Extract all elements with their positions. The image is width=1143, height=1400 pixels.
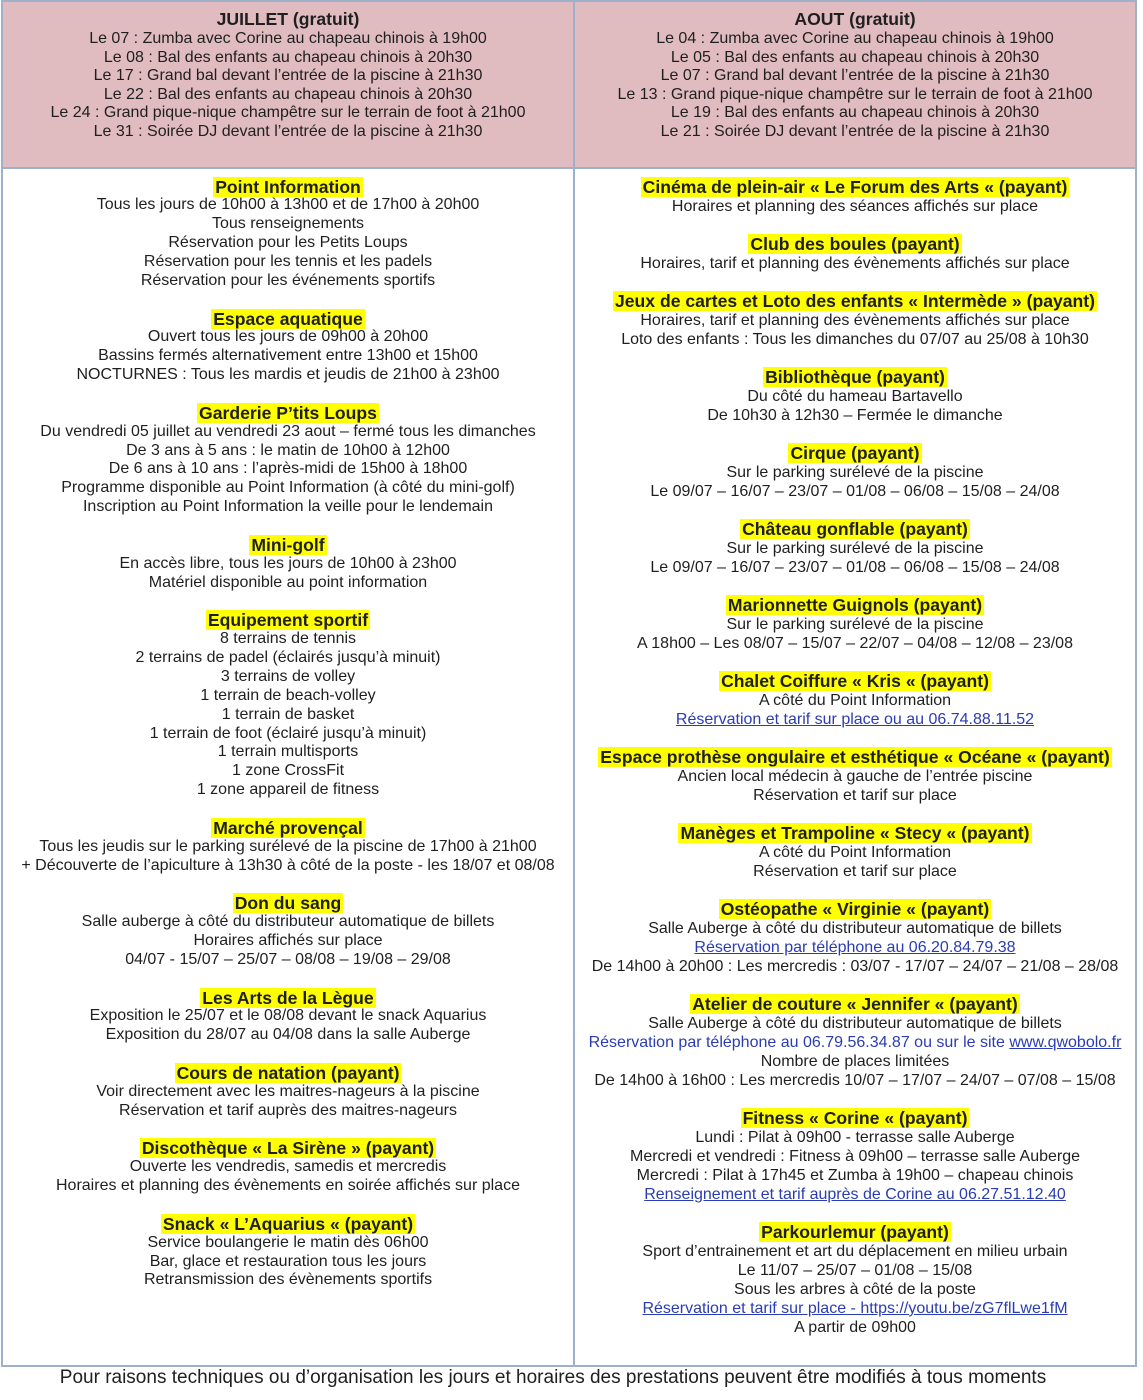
section-garderie-p-tits-loups (3, 404, 573, 517)
section-title (575, 995, 1135, 1014)
section-snack-l-aquarius-payant (3, 1215, 573, 1290)
section-line (575, 1299, 1135, 1318)
section-line: Mercredi et vendredi : Fitness à 09h00 – terrasse salle Auberge (629, 1147, 1081, 1165)
section-line: 2 terrains de padel (éclairés jusqu’à minuit) (135, 649, 441, 667)
section-title (3, 178, 573, 197)
section-title-text: Marionnette Guignols (payant) (727, 594, 983, 615)
section-bibliotheque-payant (575, 368, 1135, 425)
section-title-text: Club des boules (payant) (750, 233, 960, 254)
section-line: Salle auberge à côté du distributeur automatique de billets (81, 913, 495, 931)
section-line: Le 11/07 – 25/07 – 01/08 – 15/08 (737, 1261, 973, 1279)
section-line: Inscription au Point Information la veille pour le lendemain (82, 498, 493, 516)
section-line: Du côté du hameau Bartavello (747, 387, 963, 405)
august-event: Le 13 : Grand pique-nique champêtre sur le terrain de foot à 21h00 (617, 85, 1093, 103)
section-line: 1 zone CrossFit (231, 762, 345, 780)
section-club-des-boules-payant (575, 235, 1135, 273)
section-title-text: Espace prothèse ongulaire et esthétique « Océane « (payant) (600, 746, 1110, 767)
section-line: 1 terrain de beach-volley (200, 686, 376, 704)
section-title (575, 178, 1135, 197)
august-title: AOUT (gratuit) (794, 9, 916, 29)
section-title (3, 611, 573, 630)
august-events-cell (575, 0, 1135, 142)
section-line: Service boulangerie le matin dès 06h00 (147, 1233, 429, 1251)
free-services-column (3, 169, 573, 1309)
section-title (575, 748, 1135, 767)
section-line: Lundi : Pilat à 09h00 - terrasse salle Auberge (695, 1128, 1015, 1146)
section-line: Ouvert tous les jours de 09h00 à 20h00 (147, 328, 429, 346)
section-line: Voir directement avec les maitres-nageurs à la piscine (96, 1082, 480, 1100)
section-line: Retransmission des évènements sportifs (143, 1271, 433, 1289)
section-title-text: Snack « L’Aquarius « (payant) (162, 1213, 414, 1234)
section-line: Horaires affichés sur place (193, 931, 383, 949)
section-line: Bar, glace et restauration tous les jours (149, 1252, 427, 1270)
section-title-text: Equipement sportif (207, 610, 369, 631)
august-event: Le 05 : Bal des enfants au chapeau chinois à 20h30 (670, 48, 1040, 66)
section-line: Tous les jours de 10h00 à 13h00 et de 17h00 à 20h00 (96, 196, 480, 214)
section-line: Horaires, tarif et planning des évènements affichés sur place (640, 254, 1070, 272)
section-equipement-sportif (3, 611, 573, 800)
section-maneges-et-trampoline-stecy-payant (575, 824, 1135, 881)
contact-text: Réservation par téléphone au 06.79.56.34.87 ou sur le site (588, 1033, 1005, 1051)
section-line (575, 710, 1135, 729)
section-title (3, 310, 573, 329)
section-title (575, 292, 1135, 311)
section-line: Loto des enfants : Tous les dimanches du 07/07 au 25/08 à 10h30 (621, 330, 1089, 348)
section-title (3, 404, 573, 423)
section-title-text: Manèges et Trampoline « Stecy « (payant) (680, 822, 1030, 843)
section-title (575, 672, 1135, 691)
july-event: Le 22 : Bal des enfants au chapeau chinois à 20h30 (103, 85, 473, 103)
section-title-text: Atelier de couture « Jennifer « (payant) (692, 993, 1018, 1014)
section-title-text: Marché provençal (213, 817, 363, 838)
footer-note: Pour raisons techniques ou d’organisation les jours et horaires des prestations peuvent être modifiés à tous moments (59, 1367, 1047, 1388)
section-title (575, 444, 1135, 463)
july-event: Le 08 : Bal des enfants au chapeau chinois à 20h30 (103, 48, 473, 66)
august-event: Le 21 : Soirée DJ devant l’entrée de la piscine à 21h30 (660, 122, 1050, 140)
section-title-text: Point Information (215, 176, 361, 197)
section-title-text: Fitness « Corine « (payant) (742, 1107, 968, 1128)
section-line: Matériel disponible au point information (148, 573, 428, 591)
section-title (575, 520, 1135, 539)
section-les-arts-de-la-legue (3, 989, 573, 1046)
section-line: Tous renseignements (211, 215, 365, 233)
section-title (575, 235, 1135, 254)
section-line: 1 terrain de foot (éclairé jusqu’à minuit) (149, 724, 427, 742)
section-line: A côté du Point Information (758, 843, 952, 861)
august-event: Le 04 : Zumba avec Corine au chapeau chinois à 19h00 (656, 30, 1054, 47)
section-title (3, 1215, 573, 1234)
section-don-du-sang (3, 894, 573, 969)
august-event: Le 19 : Bal des enfants au chapeau chinois à 20h30 (670, 104, 1040, 122)
section-line: Le 09/07 – 16/07 – 23/07 – 01/08 – 06/08 – 15/08 – 24/08 (650, 558, 1060, 576)
section-title-text: Les Arts de la Lègue (202, 987, 374, 1008)
section-espace-prothese-ongulaire-et-esthetique-oceane-payant (575, 748, 1135, 805)
july-event: Le 17 : Grand bal devant l’entrée de la piscine à 21h30 (93, 67, 483, 85)
section-title (575, 1223, 1135, 1242)
section-line (575, 938, 1135, 957)
section-title-text: Ostéopathe « Virginie « (payant) (720, 898, 990, 919)
section-line: En accès libre, tous les jours de 10h00 à 23h00 (119, 554, 457, 572)
section-title (575, 368, 1135, 387)
section-title-text: Espace aquatique (213, 308, 363, 329)
section-line: A 18h00 – Les 08/07 – 15/07 – 22/07 – 04/08 – 12/08 – 23/08 (637, 634, 1073, 652)
july-event: Le 24 : Grand pique-nique champêtre sur le terrain de foot à 21h00 (50, 104, 526, 122)
section-title (575, 596, 1135, 615)
section-line: 04/07 - 15/07 – 25/07 – 08/08 – 19/08 – 29/08 (125, 950, 451, 968)
section-line: Exposition du 28/07 au 04/08 dans la salle Auberge (105, 1026, 471, 1044)
paid-services-column (575, 169, 1135, 1356)
section-line: Horaires, tarif et planning des évènements affichés sur place (640, 311, 1070, 329)
section-line: Du vendredi 05 juillet au vendredi 23 aout – fermé tous les dimanches (40, 422, 536, 440)
section-title (3, 1064, 573, 1083)
section-line: Exposition le 25/07 et le 08/08 devant le snack Aquarius (89, 1007, 487, 1025)
section-line: De 14h00 à 16h00 : Les mercredis 10/07 – 17/07 – 24/07 – 07/08 – 15/08 (594, 1071, 1116, 1089)
section-line: 1 terrain multisports (217, 743, 359, 761)
section-title-text: Garderie P’tits Loups (199, 402, 377, 423)
section-line: + Découverte de l’apiculture à 13h30 à côté de la poste - les 18/07 et 08/08 (21, 856, 555, 874)
section-line: Sur le parking surélevé de la piscine (726, 615, 984, 633)
section-title (3, 536, 573, 555)
section-line: Sur le parking surélevé de la piscine (726, 463, 984, 481)
section-atelier-de-couture-jennifer-payant (575, 995, 1135, 1090)
section-title-text: Discothèque « La Sirène » (payant) (141, 1138, 435, 1159)
section-title (3, 1139, 573, 1158)
section-line: Horaires et planning des séances affichés sur place (671, 197, 1039, 215)
section-title-text: Chalet Coiffure « Kris « (payant) (721, 670, 989, 691)
section-line: Salle Auberge à côté du distributeur automatique de billets (648, 1014, 1062, 1032)
section-marionnette-guignols-payant (575, 596, 1135, 653)
august-event: Le 07 : Grand bal devant l’entrée de la piscine à 21h30 (660, 67, 1050, 85)
section-line: De 10h30 à 12h30 – Fermée le dimanche (707, 406, 1003, 424)
section-line: Nombre de places limitées (760, 1052, 950, 1070)
section-title-text: Parkourlemur (payant) (761, 1221, 949, 1242)
section-title-text: Cirque (payant) (790, 442, 920, 463)
section-title-text: Château gonflable (payant) (742, 518, 968, 539)
section-line: Sport d’entrainement et art du déplacement en milieu urbain (642, 1242, 1068, 1260)
section-line: Programme disponible au Point Information (à côté du mini-golf) (61, 479, 515, 497)
section-line (575, 1185, 1135, 1204)
july-title: JUILLET (gratuit) (216, 9, 360, 29)
section-line: 1 terrain de basket (221, 705, 355, 723)
section-point-information (3, 178, 573, 291)
section-line: Réservation pour les événements sportifs (140, 271, 436, 289)
section-line: Mercredi : Pilat à 17h45 et Zumba à 19h00 – chapeau chinois (636, 1166, 1074, 1184)
section-line: De 3 ans à 5 ans : le matin de 10h00 à 12h00 (126, 441, 450, 459)
section-line: De 14h00 à 20h00 : Les mercredis : 03/07 - 17/07 – 24/07 – 21/08 – 28/08 (591, 957, 1119, 975)
section-title-text: Jeux de cartes et Loto des enfants « Intermède » (payant) (614, 290, 1096, 311)
contact-link[interactable]: Renseignement et tarif auprès de Corine au 06.27.51.12.40 (644, 1185, 1066, 1203)
section-line: Ouverte les vendredis, samedis et mercredis (129, 1158, 447, 1176)
section-line: Réservation et tarif sur place (753, 786, 957, 804)
section-chateau-gonflable-payant (575, 520, 1135, 577)
section-line: Horaires et planning des évènements en soirée affichés sur place (56, 1177, 520, 1195)
section-title (575, 900, 1135, 919)
july-event: Le 31 : Soirée DJ devant l’entrée de la piscine à 21h30 (93, 122, 483, 140)
section-cours-de-natation-payant (3, 1064, 573, 1121)
section-title (3, 894, 573, 913)
section-line: Réservation et tarif sur place (753, 862, 957, 880)
section-line: 1 zone appareil de fitness (196, 781, 380, 799)
section-jeux-de-cartes-et-loto-des-enfants-intermede-payant (575, 292, 1135, 349)
section-line: Sur le parking surélevé de la piscine (726, 539, 984, 557)
section-line: Le 09/07 – 16/07 – 23/07 – 01/08 – 06/08 – 15/08 – 24/08 (650, 482, 1060, 500)
section-mini-golf (3, 536, 573, 593)
section-line: Ancien local médecin à gauche de l’entrée piscine (677, 767, 1033, 785)
contact-link[interactable]: Réservation par téléphone au 06.20.84.79.38 (694, 938, 1016, 956)
section-title-text: Bibliothèque (payant) (765, 366, 945, 387)
section-parkourlemur-payant (575, 1223, 1135, 1337)
section-line: 3 terrains de volley (220, 667, 356, 685)
section-line: NOCTURNES : Tous les mardis et jeudis de 21h00 à 23h00 (76, 366, 500, 384)
section-title (3, 989, 573, 1008)
section-line: Sous les arbres à côté de la poste (734, 1280, 976, 1298)
july-event: Le 07 : Zumba avec Corine au chapeau chinois à 19h00 (89, 30, 487, 47)
section-line: Salle Auberge à côté du distributeur automatique de billets (648, 919, 1062, 937)
section-title-text: Mini-golf (251, 534, 325, 555)
section-line: Réservation pour les Petits Loups (168, 234, 408, 252)
section-line: 8 terrains de tennis (219, 630, 357, 648)
section-cinema-de-plein-air-le-forum-des-arts-payant (575, 178, 1135, 216)
section-chalet-coiffure-kris-payant (575, 672, 1135, 729)
section-line: Bassins fermés alternativement entre 13h00 et 15h00 (98, 347, 478, 365)
section-line: A partir de 09h00 (794, 1318, 916, 1336)
section-line: A côté du Point Information (758, 691, 952, 709)
section-title-text: Cours de natation (payant) (176, 1062, 400, 1083)
section-title-text: Cinéma de plein-air « Le Forum des Arts « (payant) (642, 176, 1068, 197)
contact-link[interactable]: Réservation et tarif sur place - https://youtu.be/zG7flLwe1fM (642, 1299, 1068, 1317)
contact-link[interactable]: www.qwobolo.fr (1009, 1033, 1122, 1051)
section-osteopathe-virginie-payant (575, 900, 1135, 976)
section-title (575, 824, 1135, 843)
section-espace-aquatique (3, 310, 573, 385)
section-line (575, 1033, 1135, 1052)
section-marche-provencal (3, 819, 573, 876)
section-line: Réservation pour les tennis et les padels (143, 253, 433, 271)
section-fitness-corine-payant (575, 1109, 1135, 1204)
section-title (3, 819, 573, 838)
section-line: Tous les jeudis sur le parking surélevé de la piscine de 17h00 à 21h00 (39, 837, 537, 855)
section-cirque-payant (575, 444, 1135, 501)
section-title (575, 1109, 1135, 1128)
july-events-cell (3, 0, 573, 142)
section-line: Réservation et tarif auprès des maitres-nageurs (119, 1101, 457, 1119)
section-line: De 6 ans à 10 ans : l’après-midi de 15h00 à 18h00 (108, 460, 468, 478)
section-title-text: Don du sang (234, 893, 342, 914)
contact-link[interactable]: Réservation et tarif sur place ou au 06.74.88.11.52 (675, 710, 1035, 728)
section-discotheque-la-sirene-payant (3, 1139, 573, 1196)
